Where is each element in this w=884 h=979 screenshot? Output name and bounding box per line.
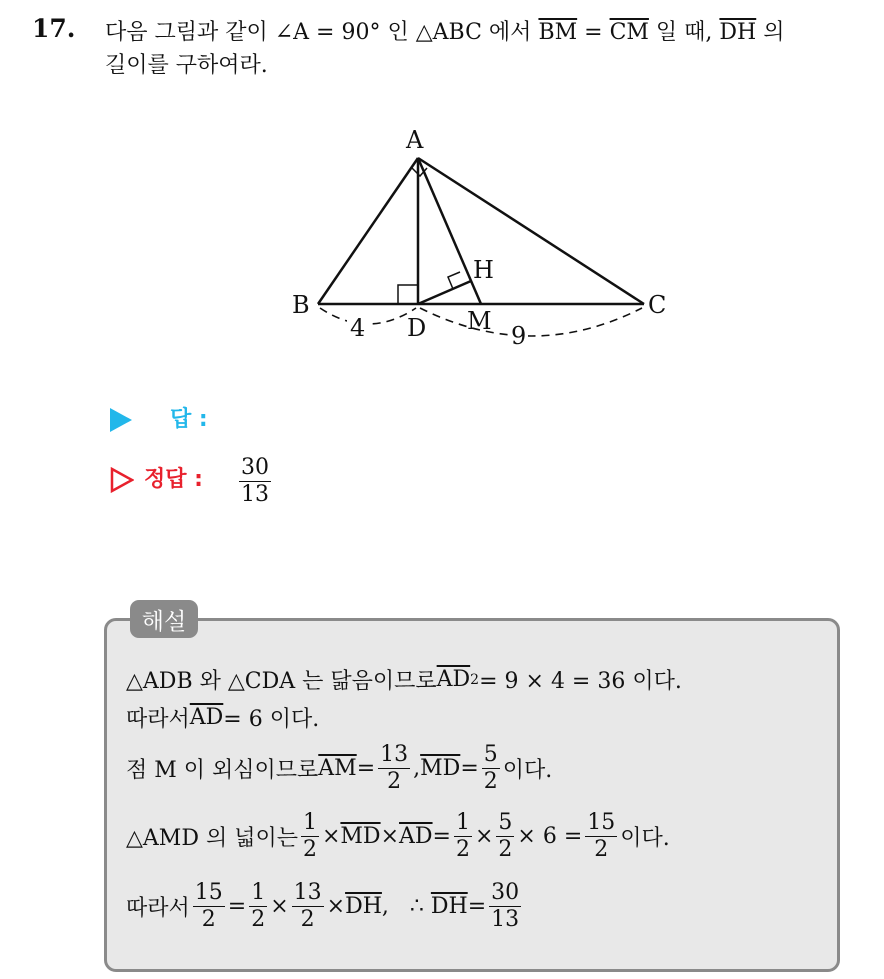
numerator: 13 [380,742,409,767]
numerator: 5 [483,742,498,767]
numerator: 1 [302,810,317,835]
fraction [301,810,319,863]
segment-cm: $\overline{CM}$ [609,20,649,45]
numerator: 15 [587,810,616,835]
fraction [292,880,324,933]
perpendicular-dh [418,281,471,304]
text: 이다. [502,758,553,783]
play-icon [110,408,132,432]
denominator: 2 [201,907,216,932]
solution-line-2 [126,702,319,733]
fraction [454,810,472,863]
label-bd-length: 4 [350,314,366,342]
exponent: 2 [470,671,480,688]
question-text-part: 다음 그림과 같이 ∠A = 90° 인 △ABC 에서 [105,20,539,45]
solution-line-3 [126,742,552,795]
arc-dc [420,308,642,336]
text: = [356,756,376,781]
text: × [270,894,289,919]
solution-line-4 [126,810,670,863]
numerator: 5 [498,810,513,835]
segment-bm: $\overline{BM}$ [538,20,578,45]
label-a: A [406,126,424,154]
numerator: 30 [491,880,520,905]
triangle-figure [280,118,680,358]
numerator: 1 [455,810,470,835]
equals: = [577,20,610,45]
text: × [321,824,341,849]
side-ac [418,158,644,304]
denominator: 2 [387,769,402,794]
text: = [460,756,479,781]
denominator: 13 [491,907,520,932]
denominator: 2 [300,907,315,932]
text: = [467,894,487,919]
numerator: 15 [194,880,223,905]
fraction [378,742,410,795]
question-text-part: 일 때, [648,20,720,45]
numerator: 1 [251,880,266,905]
segment-dh: $\overline{DH}$ [345,894,382,919]
correct-answer-value [236,455,274,508]
fraction [482,742,500,795]
label-h: H [473,256,494,284]
label-b: B [292,291,310,319]
solution-tag: 해설 [130,600,198,638]
solution-line-5 [126,880,524,933]
triangle-diagram [280,118,680,358]
denominator: 2 [594,837,609,862]
text: △AMD 의 넓이는 [126,826,298,851]
text: = 6 이다. [223,707,320,732]
fraction [193,880,225,933]
text: = [227,894,247,919]
fraction [496,810,514,863]
text: △ADB 와 △CDA 는 닮음이므로 [126,669,437,694]
fraction [585,810,617,863]
outline-triangle-icon [110,467,134,493]
right-angle-d [398,285,418,304]
question-text-line2: 길이를 구하여라. [105,53,268,78]
segment-md: $\overline{MD}$ [340,824,381,849]
label-m: M [467,307,492,335]
label-d: D [407,314,427,342]
question-text-part: 의 [756,20,785,45]
text: × [380,824,400,849]
segment-dh: $\overline{DH}$ [719,20,757,45]
fraction [239,455,271,508]
text: × [474,824,494,849]
fraction [249,880,267,933]
denominator: 2 [302,837,317,862]
text: 이다. [620,826,670,851]
segment-md: $\overline{MD}$ [420,756,461,781]
text: × [326,894,346,919]
denominator: 2 [483,769,498,794]
text: × 6 = [517,824,583,849]
text: , [413,756,421,781]
arc-bd [320,308,416,324]
segment-dh: $\overline{DH}$ [430,894,468,919]
side-ab [318,158,418,304]
denominator: 2 [251,907,266,932]
correct-answer-row [110,462,203,493]
text: = 9 × 4 = 36 이다. [479,669,682,694]
segment-ad: $\overline{AD}$ [436,667,471,692]
label-c: C [648,291,667,319]
answer-label: 답 : [170,407,208,432]
text: , ∴ [381,894,431,919]
numerator: 30 [241,455,269,480]
text: 점 M 이 외심이므로 [126,758,319,783]
question-number: 17. [32,14,76,43]
fraction [489,880,521,933]
segment-ad: $\overline{AD}$ [189,705,224,730]
segment-ad: $\overline{AD}$ [399,824,433,849]
answer-row [110,402,208,433]
correct-answer-label: 정답 : [144,467,203,492]
question-text [105,16,875,82]
denominator: 2 [455,837,470,862]
label-dc-length: 9 [511,322,527,350]
denominator: 2 [498,837,513,862]
numerator: 13 [293,880,322,905]
text: 따라서 [126,707,190,732]
text: 따라서 [126,896,190,921]
segment-am: $\overline{AM}$ [318,756,357,781]
solution-line-1 [126,664,682,695]
text: = [432,824,451,849]
denominator: 13 [241,482,269,507]
